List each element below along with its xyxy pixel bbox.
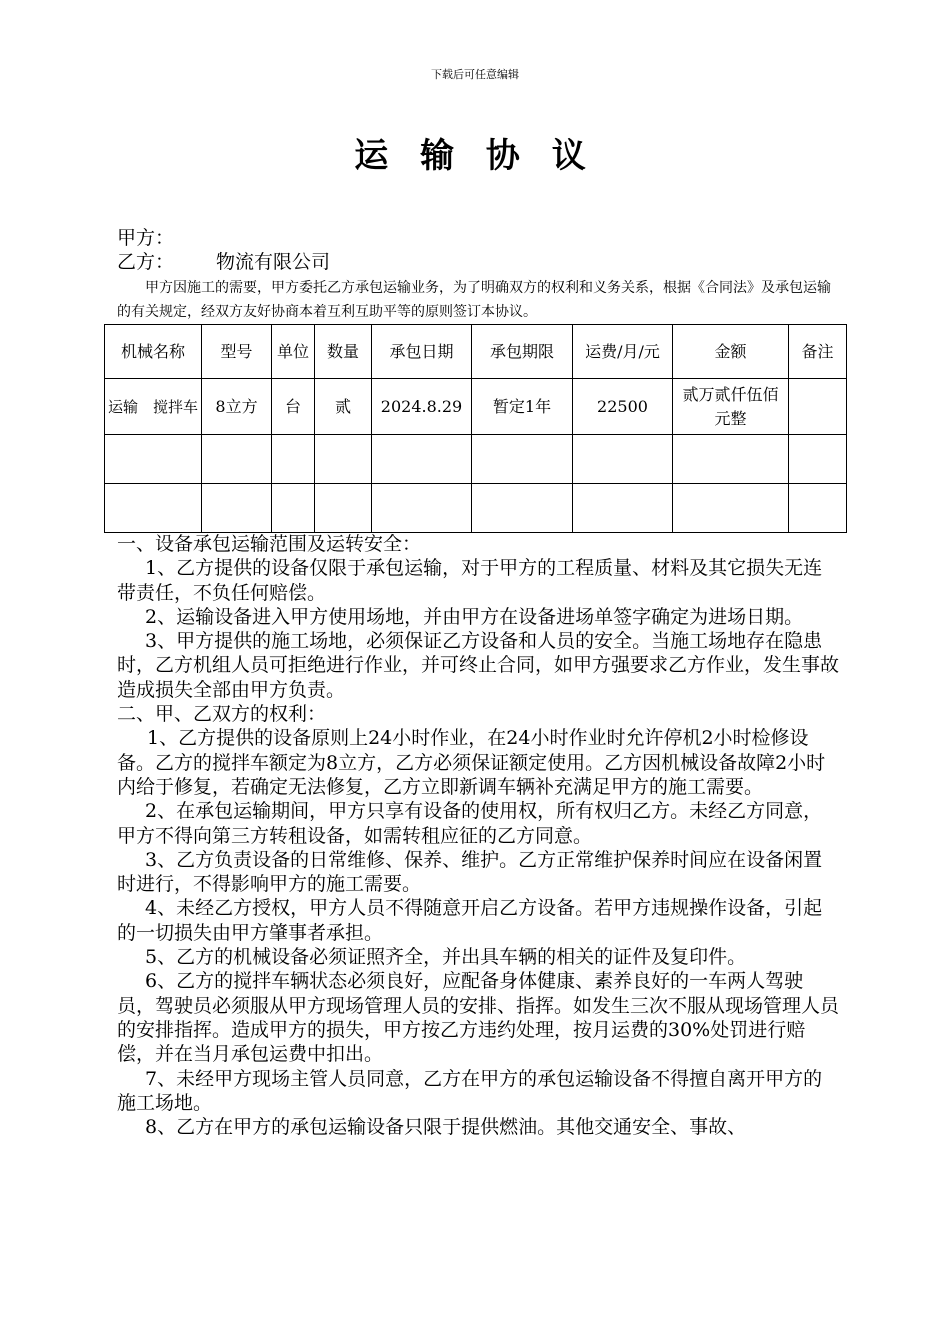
- table-cell: [673, 435, 789, 484]
- table-header-cell: 备注: [789, 325, 847, 379]
- table-header-cell: 运费/月/元: [573, 325, 673, 379]
- table-cell: [272, 435, 315, 484]
- table-cell: [472, 435, 573, 484]
- intro-paragraph: 甲方因施工的需要，甲方委托乙方承包运输业务，为了明确双方的权利和义务关系，根据《合同法》及承包运输的有关规定，经双方友好协商本着互利互助平等的原则签订本协议。: [117, 280, 831, 320]
- clause: 5、乙方的机械设备必须证照齐全，并出具车辆的相关的证件及复印件。: [145, 946, 747, 969]
- table-header-cell: 机械名称: [105, 325, 202, 379]
- table-cell: 运输 搅拌车: [105, 379, 202, 435]
- clause: 2、运输设备进入甲方使用场地，并由甲方在设备进场单签字确定为进场日期。: [145, 605, 804, 628]
- table-cell: 2024.8.29: [372, 379, 472, 435]
- table-cell: [789, 435, 847, 484]
- table-cell: 暂定1年: [472, 379, 573, 435]
- table-cell: [472, 484, 573, 533]
- party-b-company: 物流有限公司: [216, 251, 331, 273]
- table-cell: [372, 484, 472, 533]
- table-cell: [789, 379, 847, 435]
- table-cell: [272, 484, 315, 533]
- clause: 8、乙方在甲方的承包运输设备只限于提供燃油。其他交通安全、事故、: [145, 1116, 747, 1139]
- table-cell: [573, 484, 673, 533]
- table-cell: 22500: [573, 379, 673, 435]
- clause: 6、乙方的搅拌车辆状态必须良好，应配备身体健康、素养良好的一车两人驾驶员，驾驶员必须服从甲方现场管理人员的安排、指挥。如发生三次不服从现场管理人员的安排指挥。造成甲方的损失，甲方按乙方违约处理，按月运费的30%处罚进行赔偿，并在当月承包运费中扣出。: [117, 970, 840, 1066]
- clause: 3、甲方提供的施工场地，必须保证乙方设备和人员的安全。当施工场地存在隐患时，乙方机组人员可拒绝进行作业，并可终止合同，如甲方强要求乙方作业，发生事故造成损失全部由甲方负责。: [117, 630, 840, 701]
- document-title: 运 输 协 议: [354, 136, 596, 176]
- table-cell: [673, 484, 789, 533]
- table-cell: [573, 435, 673, 484]
- table-row: [105, 435, 847, 484]
- table-header-cell: 单位: [272, 325, 315, 379]
- clause: 4、未经乙方授权，甲方人员不得随意开启乙方设备。若甲方违规操作设备，引起的一切损失由甲方肇事者承担。: [117, 897, 823, 944]
- clause: 1、乙方提供的设备原则上24小时作业，在24小时作业时允许停机2小时检修设备。乙方的搅拌车额定为8立方，乙方必须保证额定使用。乙方因机械设备故障2小时内给于修复，若确定无法修复，乙方立即新调车辆补充满足甲方的施工需要。: [117, 727, 826, 798]
- party-b: [117, 250, 330, 274]
- clause: 3、乙方负责设备的日常维修、保养、维护。乙方正常维护保养时间应在设备闲置时进行，不得影响甲方的施工需要。: [117, 848, 823, 896]
- table-cell: [315, 435, 372, 484]
- agreement-body: [117, 532, 841, 1139]
- party-b-label: 乙方：: [117, 251, 175, 273]
- table-row: [105, 484, 847, 533]
- clause: 7、未经甲方现场主管人员同意，乙方在甲方的承包运输设备不得擅自离开甲方的施工场地。: [117, 1067, 823, 1114]
- table-cell: 贰万贰仟伍佰元整: [673, 379, 789, 435]
- section-heading: 二、甲、乙双方的权利：: [117, 703, 327, 726]
- table-cell: 贰: [315, 379, 372, 435]
- table-header-row: [105, 325, 847, 379]
- clause: 1、乙方提供的设备仅限于承包运输，对于甲方的工程质量、材料及其它损失无连带责任，不负任何赔偿。: [117, 557, 823, 604]
- header-note: 下载后可任意编辑: [431, 68, 519, 81]
- equipment-table: [104, 324, 847, 533]
- table-cell: [202, 435, 272, 484]
- table-cell: [372, 435, 472, 484]
- party-a: 甲方：: [117, 227, 175, 249]
- table-header-cell: 承包期限: [472, 325, 573, 379]
- table-cell: [202, 484, 272, 533]
- section-heading: 一、设备承包运输范围及运转安全：: [117, 533, 422, 555]
- table-header-cell: 金额: [673, 325, 789, 379]
- table-cell: [105, 435, 202, 484]
- table-header-cell: 型号: [202, 325, 272, 379]
- clause: 2、在承包运输期间，甲方只享有设备的使用权，所有权归乙方。未经乙方同意，甲方不得向第三方转租设备，如需转租应征的乙方同意。: [117, 800, 823, 847]
- table-header-cell: 承包日期: [372, 325, 472, 379]
- table-cell: 台: [272, 379, 315, 435]
- table-row: [105, 379, 847, 435]
- table-cell: [105, 484, 202, 533]
- table-cell: [789, 484, 847, 533]
- table-cell: 8立方: [202, 379, 272, 435]
- table-cell: [315, 484, 372, 533]
- table-header-cell: 数量: [315, 325, 372, 379]
